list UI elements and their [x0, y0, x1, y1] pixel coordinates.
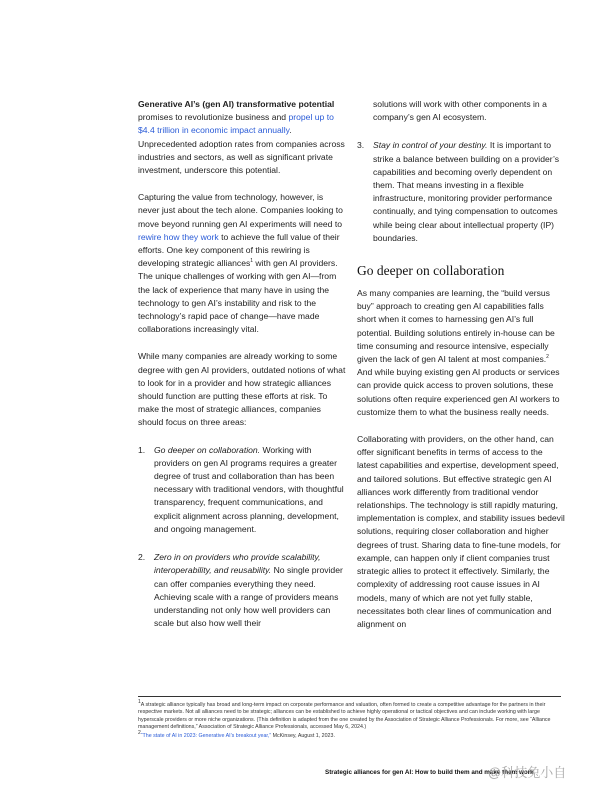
rewire-link[interactable]: rewire how they work	[138, 231, 219, 242]
economic-impact-link[interactable]: propel up to $4.4 trillion in economic impact annually	[138, 112, 334, 136]
capturing-value-paragraph: Capturing the value from technology, however, is never just about the tech alone. Companies looking to move beyond running gen AI experiments will need to rewire how they work to achieve the full value of their efforts. One key component of this rewiring is developing strategic alliances$^1$ with gen AI providers. The unique challenges of working with gen AI—from the lack of experience that many have in using the technology to gen AI’s instability and risk to the technology’s rapid pace of change—have made collaborations increasingly vital.	[138, 192, 343, 335]
right-column	[357, 98, 565, 645]
intro-paragraph: Generative AI’s (gen AI) transformative potential promises to revolutionize business and propel up to $4.4 trillion in economic impact annually. Unprecedented adoption rates from companies across industries and sectors, as well as significant private investment, underscore this potential.	[138, 99, 345, 176]
list-item: 2. Zero in on providers who provide scalability, interoperability, and reusability. No single provider can offer companies everything they need. Achieving scale with a range of providers means understanding not only how well providers can scale but also how well their	[138, 552, 343, 629]
left-column	[138, 98, 346, 645]
page-footer: Strategic alliances for gen AI: How to build them and make them work	[325, 769, 534, 776]
list-item: 1. Go deeper on collaboration. Working with providers on gen AI programs requires a greater degree of trust and collaboration than has been necessary with traditional vendors, with thoughtful transparency, frequent communications, and explicit alignment across planning, development, and ongoing management.	[138, 444, 344, 534]
footnote-2: $^2$“The state of AI in 2023: Generative AI’s breakout year,” McKinsey, August 1, 2023.	[138, 729, 335, 739]
focus-areas-paragraph: While many companies are already working to some degree with gen AI providers, outdated notions of what to look for in a provider and how strategic alliances should function are putting these efforts at risk. To make the most of strategic alliances, companies should focus on three areas:	[138, 351, 346, 428]
footnote-divider	[138, 696, 561, 697]
intro-lead: Generative AI’s (gen AI) transformative potential	[138, 99, 335, 109]
collaborating-paragraph: Collaborating with providers, on the other hand, can offer significant benefits in terms of access to the latest capabilities and expertise, development speed, and tailored solutions. But effective strategic gen AI alliances work differently from traditional vendor relationships. The technology is still rapidly maturing, implementation is complex, and stability issues bedevil solutions, requiring closer collaboration and higher degrees of trust. Sharing data to fine-tune models, for example, can happen only if client companies trust strategic allies to protect it effectively. Similarly, the complexity of addressing root cause issues in AI models, many of which are not yet fully stable, necessitates both clear lines of communication and alignment on	[357, 434, 565, 629]
state-of-ai-link[interactable]: “The state of AI in 2023: Generative AI’s breakout year,”	[140, 732, 272, 739]
footnote-ref-1[interactable]: 1	[250, 258, 254, 265]
footnotes	[138, 699, 561, 741]
footnote-ref-2[interactable]: 2	[546, 354, 549, 361]
watermark: @科技兔小自	[488, 765, 567, 780]
focus-list	[138, 444, 346, 631]
focus-list-continued	[357, 98, 565, 245]
list-item: solutions will work with other components in a company’s gen AI ecosystem.	[373, 99, 547, 123]
build-versus-buy-paragraph: As many companies are learning, the “build versus buy” approach to creating gen AI capabilities falls short when it comes to harnessing gen AI’s full potential. Building solutions entirely in-house can be time consuming and resource intensive, especially given the lack of gen AI talent at most companies.$^2$ And while buying existing gen AI products or services can provide quick access to proven solutions, these solutions often require experienced gen AI workers to customize them to what the business really needs.	[357, 288, 560, 417]
list-item: 3. Stay in control of your destiny. It is important to strike a balance between building on a provider’s capabilities and becoming overly dependent on them. That means investing in a flexible infrastructure, monitoring provider performance continually, and tying compensation to outcomes while being clear about intellectual property (IP) boundaries.	[357, 140, 559, 243]
footnote-1: $^1$A strategic alliance typically has broad and long-term impact on corporate performance and valuation, often formed to create a competitive advantage for the partners in their respective markets. Not all alliances need to be strategic; alliances can be established to achieve highly operational or tactical objectives and can include working with large hyperscale providers or more niche organizations. (This definition is adapted from the one created by the Association of Strategic Alliance Professionals. For more, see “Alliance management definitions,” Association of Strategic Alliance Professionals, accessed May 6, 2024.)	[138, 699, 551, 731]
section-heading: Go deeper on collaboration	[357, 263, 505, 279]
